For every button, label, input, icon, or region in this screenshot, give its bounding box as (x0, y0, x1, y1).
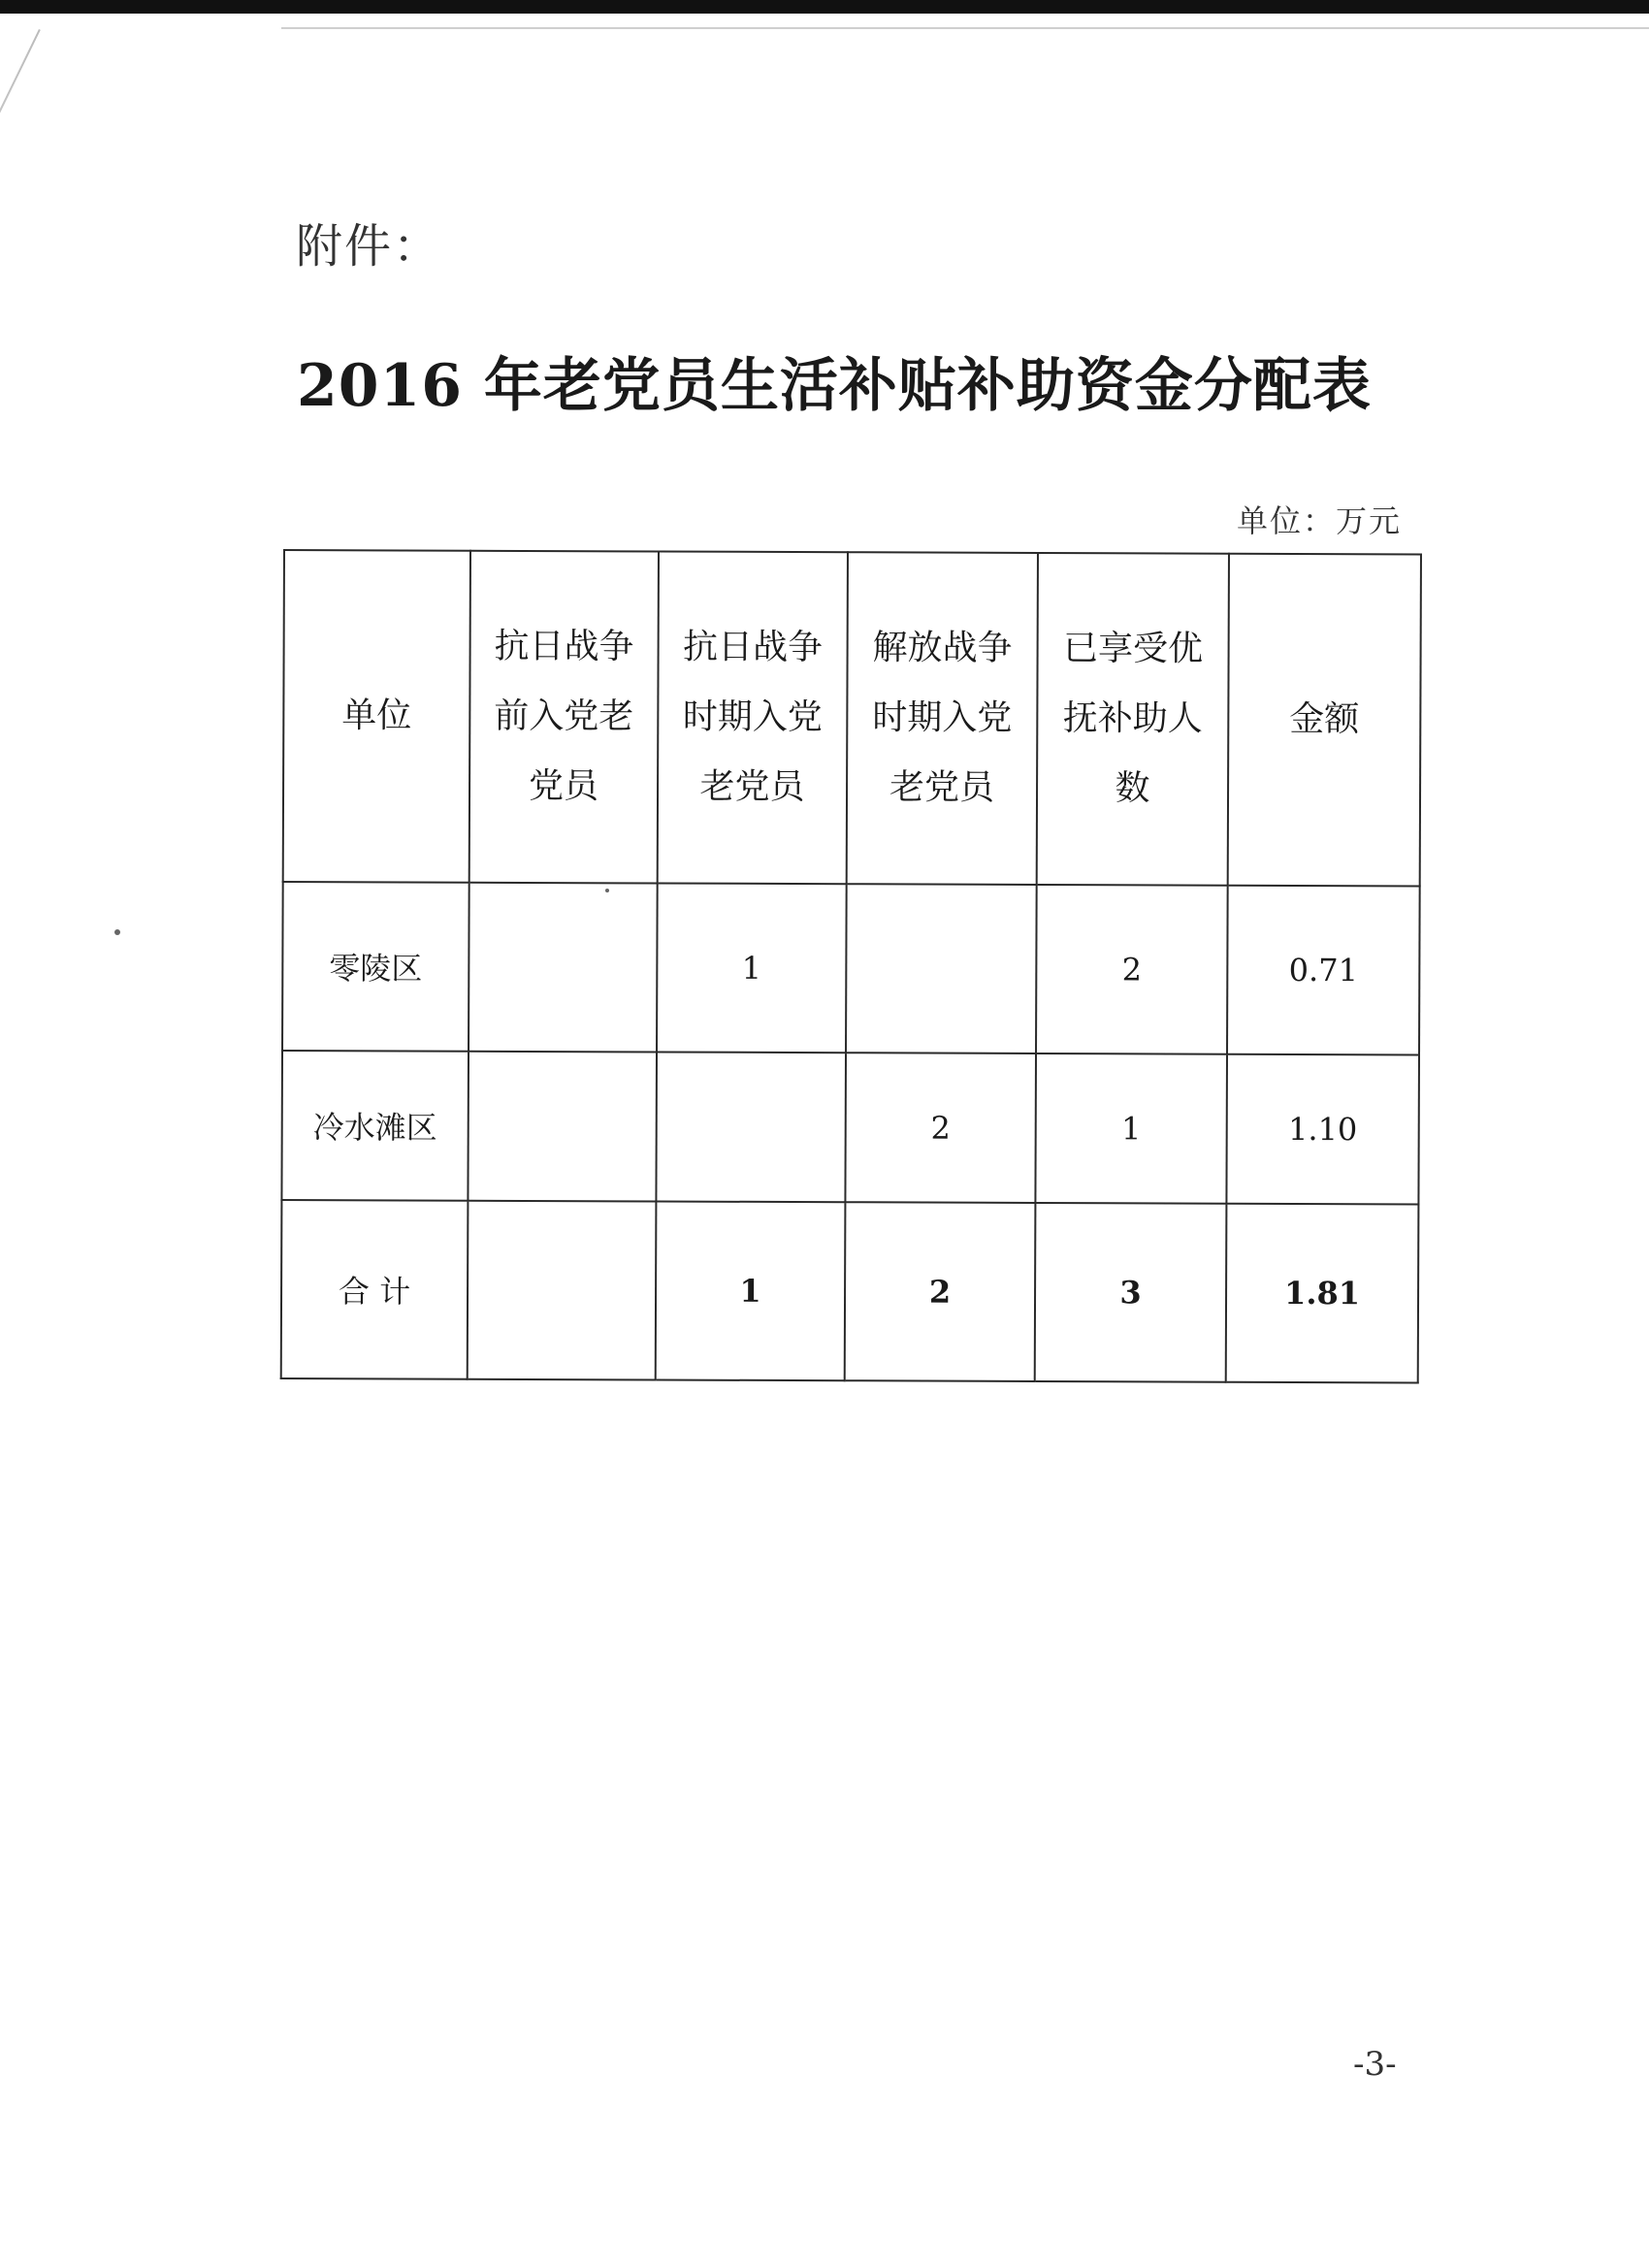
cell-anti-japanese: 1 (656, 1201, 846, 1380)
scan-fold-mark (0, 29, 41, 588)
scan-speck (114, 929, 120, 935)
column-header-preferential: 已享受优抚补助人数 (1037, 553, 1229, 886)
table-row (281, 1051, 1419, 1204)
cell-amount: 1.81 (1226, 1204, 1419, 1383)
cell-liberation: 2 (845, 1053, 1036, 1203)
cell-preferential: 2 (1036, 885, 1228, 1054)
scan-top-edge (0, 0, 1649, 14)
cell-pre-war (468, 1052, 657, 1202)
page-title: 2016 年老党员生活补贴补助资金分配表 (297, 352, 1372, 420)
cell-unit: 冷水滩区 (281, 1051, 469, 1201)
allocation-table (280, 549, 1422, 1384)
cell-unit: 零陵区 (282, 882, 469, 1052)
table-row (282, 882, 1420, 1054)
cell-pre-war (468, 1201, 657, 1380)
cell-preferential: 1 (1035, 1053, 1227, 1204)
column-header-pre-war: 抗日战争前入党老党员 (469, 551, 659, 884)
attachment-label: 附件： (296, 219, 442, 274)
cell-anti-japanese (656, 1052, 846, 1202)
cell-pre-war (469, 883, 658, 1053)
column-header-anti-japanese: 抗日战争时期入党老党员 (658, 551, 848, 884)
cell-liberation (846, 884, 1037, 1053)
page-number: -3- (1353, 2045, 1397, 2084)
cell-amount: 0.71 (1227, 886, 1420, 1055)
cell-liberation: 2 (845, 1202, 1036, 1381)
table-total-row (281, 1200, 1419, 1382)
cell-anti-japanese: 1 (657, 883, 847, 1053)
cell-amount: 1.10 (1226, 1054, 1419, 1205)
cell-preferential: 3 (1035, 1203, 1227, 1382)
unit-note: 单位：万元 (1237, 502, 1403, 539)
table-header-row (283, 550, 1421, 886)
column-header-liberation: 解放战争时期入党老党员 (847, 552, 1038, 885)
column-header-amount: 金额 (1228, 554, 1421, 887)
scan-paper-edge (281, 27, 1649, 29)
cell-unit: 合 计 (281, 1200, 469, 1379)
column-header-unit: 单位 (283, 550, 470, 883)
